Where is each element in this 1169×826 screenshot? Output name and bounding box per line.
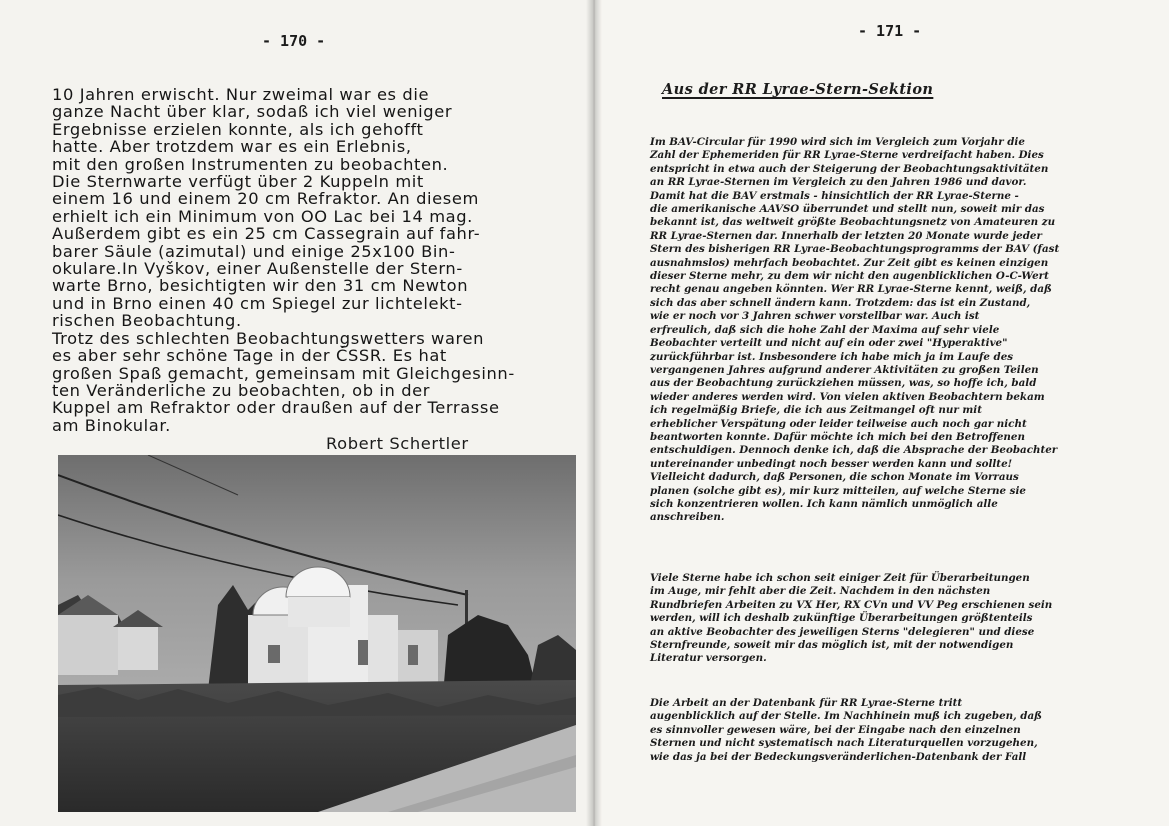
author-signature: Robert Schertler	[326, 434, 469, 453]
page-number-left: - 170 -	[262, 32, 326, 50]
page-number-right: - 171 -	[858, 22, 922, 40]
book-gutter	[586, 0, 602, 826]
paragraph-2: Viele Sterne habe ich schon seit einiger Zeit für Überarbeitungen im Auge, mir fehlt aber die Zeit. Nachdem in den nächsten Rundbriefen Arbeiten zu VX Her, RX CVn und VV Peg erschienen sein werden, will ich deshalb zukünftige Überarbeitungen größtenteils an aktive Beobachter des jeweiligen Sterns "delegieren" und diese Sternfreunde, soweit mir das möglich ist, mit der notwendigen Literatur versorgen.	[650, 572, 1053, 665]
paragraph-1: Im BAV-Circular für 1990 wird sich im Vergleich zum Vorjahr die Zahl der Ephemeriden für RR Lyrae-Sterne verdreifacht haben. Dies entspricht in etwa auch der Steigerung der Beobachtungsaktivitäten an RR Lyrae-Sternen im Vergleich zu den Jahren 1986 und davor. Damit hat die BAV erstmals - hinsichtlich der RR Lyrae-Sterne - die amerikanische AAVSO überrundet und stellt nun, soweit mir das bekannt ist, das weltweit größte Beobachtungsnetz von Amateuren zu RR Lyrae-Sternen dar. Innerhalb der letzten 20 Monate wurde jeder Stern des bisherigen RR Lyrae-Beobachtungsprogramms der BAV (fast ausnahmslos) mehrfach beobachtet. Zur Zeit gibt es keinen einzigen dieser Sterne mehr, zu dem wir nicht den augenblicklichen O-C-Wert recht genau angeben könnten. Wer RR Lyrae-Sterne kennt, weiß, daß sich das aber schnell ändern kann. Trotzdem: das ist ein Zustand, wie er noch vor 3 Jahren schwer vorstellbar war. Auch ist erfreulich, daß sich die hohe Zahl der Maxima auf sehr viele Beobachter verteilt und nicht auf ein oder zwei "Hyperaktive" zurückführbar ist. Insbesondere ich habe mich ja im Laufe des vergangenen Jahres aufgrund anderer Aktivitäten zu großen Teilen aus der Beobachtung zurückziehen müssen, was, so hoffe ich, bald wieder anderes werden wird. Von vielen aktiven Beobachtern bekam ich regelmäßig Briefe, die ich aus Zeitmangel oft nur mit erheblicher Verspätung oder leider teilweise auch noch gar nicht beantworten konnte. Dafür möchte ich mich bei den Betroffenen entschuldigen. Dennoch denke ich, daß die Absprache der Beobachter untereinander unbedingt noch besser werden kann und sollte! Vielleicht dadurch, daß Personen, die schon Monate im Vorraus planen (solche gibt es), mir kurz mitteilen, auf welche Sterne sie sich konzentrieren wollen. Ich kann nämlich unmöglich alle anschreiben.	[650, 136, 1060, 524]
observatory-photo-image	[58, 455, 576, 812]
right-page	[594, 0, 1169, 826]
observatory-photo	[58, 455, 576, 812]
paragraph-3: Die Arbeit an der Datenbank für RR Lyrae-Sterne tritt augenblicklich auf der Stelle. Im Nachhinein muß ich zugeben, daß es sinnvoller gewesen wäre, bei der Eingabe nach den einzelnen Sternen und nicht systematisch nach Literaturquellen vorzugehen, wie das ja bei der Bedeckungsveränderlichen-Datenbank der Fall	[650, 697, 1042, 763]
left-page-body-text: 10 Jahren erwischt. Nur zweimal war es die ganze Nacht über klar, sodaß ich viel weniger Ergebnisse erzielen konnte, als ich gehofft hatte. Aber trotzdem war es ein Erlebnis, mit den großen Instrumenten zu beobachten. Die Sternwarte verfügt über 2 Kuppeln mit einem 16 und einem 20 cm Refraktor. An diesem erhielt ich ein Minimum von OO Lac bei 14 mag. Außerdem gibt es ein 25 cm Cassegrain auf fahr- barer Säule (azimutal) und einige 25x100 Bin- okulare.In Vyškov, einer Außenstelle der Stern- warte Brno, besichtigten wir den 31 cm Newton und in Brno einen 40 cm Spiegel zur lichtelekt- rischen Beobachtung. Trotz des schlechten Beobachtungswetters waren es aber sehr schöne Tage in der ČSSR. Es hat großen Spaß gemacht, gemeinsam mit Gleichgesinn- ten Veränderliche zu beobachten, ob in der Kuppel am Refraktor oder draußen auf der Terrasse am Binokular.	[52, 85, 515, 435]
section-heading: Aus der RR Lyrae-Stern-Sektion	[662, 81, 934, 98]
